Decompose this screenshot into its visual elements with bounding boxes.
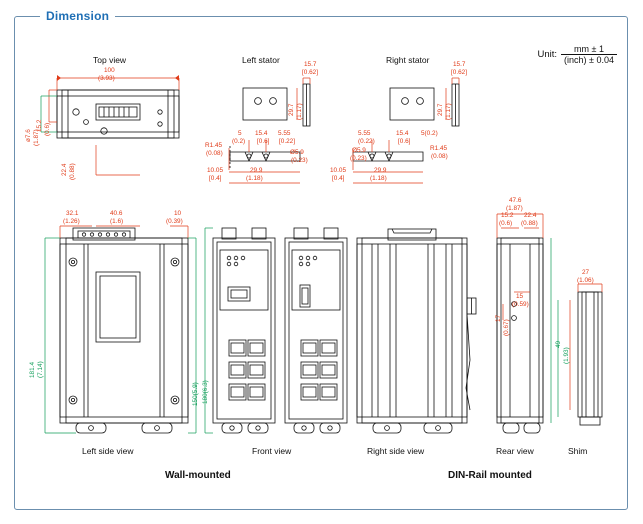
dim-left-stator-h-mm: 29.7 [288, 103, 295, 116]
dim-left-stator-h-in: (1.17) [296, 103, 303, 120]
dim-top-h1-in: (0.6) [44, 122, 51, 136]
dim-shim-49-mm: 49 [555, 340, 562, 348]
unit-label: Unit: [537, 49, 558, 61]
caption-rear-view: Rear view [496, 446, 534, 456]
caption-top-view: Top view [93, 55, 127, 65]
dim-rs-555-mm: 5.55 [358, 130, 371, 137]
caption-shim: Shim [568, 446, 588, 456]
dim-rear-15-in: (0.59) [512, 301, 529, 308]
group-label-din-rail: DIN-Rail mounted [448, 470, 532, 481]
dim-ls-5-mm: 5 [238, 130, 242, 137]
dim-top-width-in: (3.93) [98, 75, 115, 82]
dim-rs-1005-mm: 10.05 [330, 167, 346, 174]
dim-side-1505: 150(5.9) [192, 382, 199, 406]
dim-rear-476-mm: 47.6 [509, 197, 522, 204]
dim-side-10-in: (0.39) [166, 218, 183, 225]
dim-ls-59-in: (0.23) [291, 157, 308, 164]
dim-top-h2-in: (0.88) [69, 163, 76, 180]
dim-ls-299-mm: 29.9 [250, 167, 263, 174]
dim-ls-1005-in: [0.4] [209, 175, 222, 182]
dim-rs-555-in: (0.22) [358, 138, 375, 145]
dim-left-stator-w-mm: 15.7 [304, 61, 317, 68]
dim-top-dia-in: (1.87) [33, 129, 40, 146]
dim-rear-476-in: (1.87) [506, 205, 523, 212]
dim-left-stator-w-in: [0.62] [302, 69, 318, 76]
caption-left-stator: Left stator [242, 55, 280, 65]
dim-ls-r145-in: (0.08) [206, 150, 223, 157]
dim-front-180: 180(6.3) [202, 380, 209, 404]
dim-ls-555-mm: 5.55 [278, 130, 291, 137]
dim-rs-59-mm: Ø5.9 [352, 147, 366, 154]
dim-top-h1-mm: 15.2 [36, 119, 43, 132]
dim-side-321-in: (1.26) [63, 218, 80, 225]
dim-rs-5-mm: 5(0.2) [421, 130, 438, 137]
caption-right-stator: Right stator [386, 55, 430, 65]
dim-rs-1005-in: [0.4] [332, 175, 345, 182]
dim-rear-224-in: (0.88) [521, 220, 538, 227]
dim-side-321-mm: 32.1 [66, 210, 79, 217]
dim-rear-224-mm: 22.4 [524, 212, 537, 219]
dim-ls-154-in: [0.6] [257, 138, 270, 145]
dim-right-stator-h-in: (1.17) [445, 103, 452, 120]
dim-rs-299-in: (1.18) [370, 175, 387, 182]
dim-side-1814-in: (7.14) [37, 361, 44, 378]
dim-ls-1005-mm: 10.05 [207, 167, 223, 174]
dim-ls-299-in: (1.18) [246, 175, 263, 182]
dim-ls-59-mm: Ø5.9 [290, 149, 304, 156]
dim-top-dia-mm: ø7.6 [25, 129, 32, 142]
caption-right-side-view: Right side view [367, 446, 425, 456]
group-label-wall-mounted: Wall-mounted [165, 470, 231, 481]
dim-shim-27-mm: 27 [582, 269, 590, 276]
dim-right-stator-w-mm: 15.7 [453, 61, 466, 68]
unit-denominator: (inch) ± 0.04 [564, 55, 614, 66]
dim-rear-17-mm: 17 [495, 314, 502, 322]
caption-front-view: Front view [252, 446, 292, 456]
dim-rear-152-mm: 15.2 [501, 212, 514, 219]
caption-left-side-view: Left side view [82, 446, 134, 456]
dim-ls-5-in: (0.2) [232, 138, 246, 145]
dim-ls-154-mm: 15.4 [255, 130, 268, 137]
dim-top-width-mm: 100 [104, 67, 115, 74]
dim-side-406-in: (1.6) [110, 218, 124, 225]
dim-right-stator-h-mm: 29.7 [437, 103, 444, 116]
dim-ls-r145-mm: R1.45 [205, 142, 223, 149]
dim-top-h2-mm: 22.4 [61, 163, 68, 176]
dim-rs-r145-in: (0.08) [431, 153, 448, 160]
dim-rear-17-in: (0.67) [503, 319, 510, 336]
dim-rs-299-mm: 29.9 [374, 167, 387, 174]
dim-side-406-mm: 40.6 [110, 210, 123, 217]
dim-rs-59-in: (0.23) [350, 155, 367, 162]
dim-rs-154-in: [0.6] [398, 138, 411, 145]
dim-ls-555-in: [0.22] [279, 138, 295, 145]
dim-rs-154-mm: 15.4 [396, 130, 409, 137]
dim-side-10-mm: 10 [174, 210, 182, 217]
dim-right-stator-w-in: [0.62] [451, 69, 467, 76]
unit-numerator: mm ± 1 [561, 44, 617, 55]
dim-side-1814-mm: 181.4 [29, 362, 36, 378]
dim-rear-152-in: (0.6) [499, 220, 513, 227]
dim-rs-r145-mm: R1.45 [430, 145, 448, 152]
dim-rear-15-mm: 15 [516, 293, 524, 300]
panel-title: Dimension [40, 9, 115, 23]
dim-shim-49-in: (1.93) [563, 347, 570, 364]
dim-shim-27-in: (1.06) [577, 277, 594, 284]
